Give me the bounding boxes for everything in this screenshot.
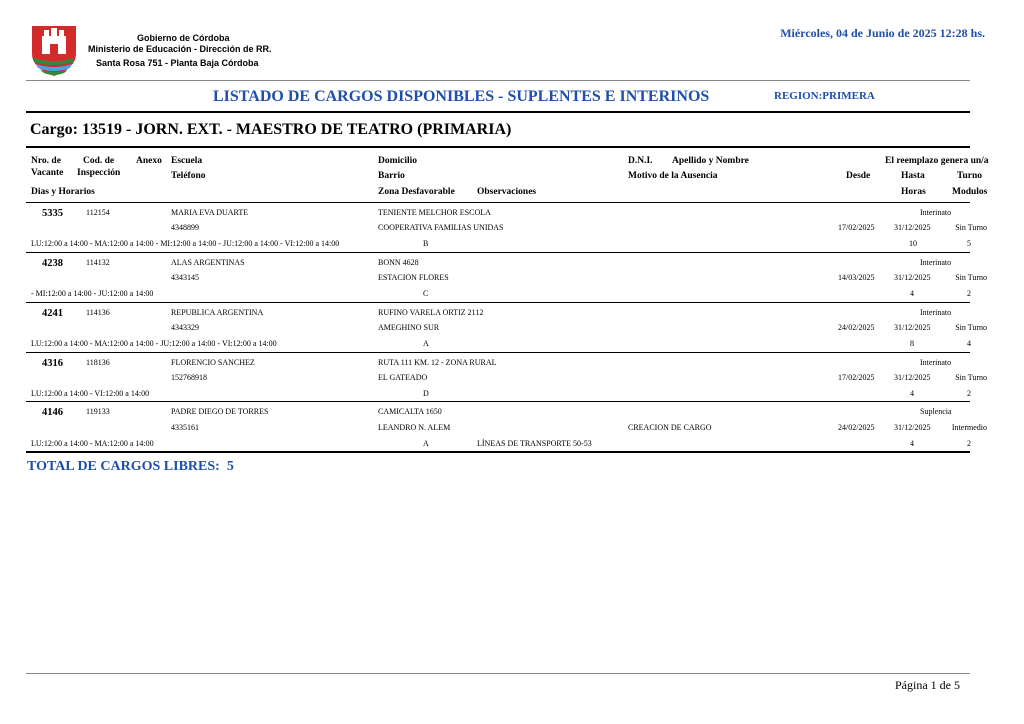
tipo-reemplazo: Suplencia <box>920 407 952 416</box>
escuela-name: ALAS ARGENTINAS <box>171 258 245 267</box>
col-zona: Zona Desfavorable <box>378 187 455 197</box>
report-region: REGION:PRIMERA <box>774 90 875 102</box>
total-cargos-libres: TOTAL DE CARGOS LIBRES: 5 <box>27 459 234 474</box>
org-line-1: Gobierno de Córdoba <box>137 33 230 43</box>
col-nro-de: Nro. de <box>31 156 61 166</box>
vacante-number: 5335 <box>42 208 63 219</box>
fecha-desde: 14/03/2025 <box>838 273 875 282</box>
escuela-name: REPUBLICA ARGENTINA <box>171 308 264 317</box>
dias-horarios: LU:12:00 a 14:00 - MA:12:00 a 14:00 - MI:12:00 a 14:00 - JU:12:00 a 14:00 - VI:12:00 a 14:00 <box>31 239 340 248</box>
domicilio: RUTA 111 KM. 12 - ZONA RURAL <box>378 358 497 367</box>
col-domicilio: Domicilio <box>378 156 418 166</box>
turno: Sin Turno <box>955 223 987 232</box>
report-title: LISTADO DE CARGOS DISPONIBLES - SUPLENTES E INTERINOS <box>213 88 710 105</box>
report-datetime: Miércoles, 04 de Junio de 2025 12:28 hs. <box>780 26 985 40</box>
col-dni: D.N.I. <box>628 156 653 166</box>
domicilio: CAMICALTA 1650 <box>378 407 442 416</box>
vacante-number: 4146 <box>42 407 63 418</box>
tipo-reemplazo: Interinato <box>920 208 952 217</box>
vacante-number: 4238 <box>42 258 63 269</box>
col-hasta: Hasta <box>901 171 925 181</box>
modulos: 2 <box>967 289 971 298</box>
col-motivo: Motivo de la Ausencia <box>628 171 718 181</box>
col-dias-horarios: Dias y Horarios <box>31 187 95 197</box>
zona-desfavorable: B <box>423 239 429 248</box>
tipo-reemplazo: Interinato <box>920 258 952 267</box>
escuela-telefono: 4343329 <box>171 323 199 332</box>
fecha-hasta: 31/12/2025 <box>894 323 931 332</box>
escuela-telefono: 4343145 <box>171 273 199 282</box>
inspeccion-code: 118136 <box>86 358 110 367</box>
barrio: LEANDRO N. ALEM <box>378 423 451 432</box>
col-barrio: Barrio <box>378 171 405 181</box>
gobierno-cordoba-logo <box>28 24 80 78</box>
tipo-reemplazo: Interinato <box>920 308 952 317</box>
inspeccion-code: 119133 <box>86 407 110 416</box>
col-anexo: Anexo <box>136 156 162 166</box>
fecha-desde: 17/02/2025 <box>838 373 875 382</box>
inspeccion-code: 114132 <box>86 258 110 267</box>
page-number: Página 1 de 5 <box>895 678 960 692</box>
col-apellido: Apellido y Nombre <box>672 156 749 166</box>
fecha-hasta: 31/12/2025 <box>894 223 931 232</box>
fecha-desde: 24/02/2025 <box>838 423 875 432</box>
row-divider <box>26 352 970 353</box>
inspeccion-code: 114136 <box>86 308 110 317</box>
barrio: EL GATEADO <box>378 373 428 382</box>
row-divider <box>26 401 970 402</box>
modulos: 5 <box>967 239 971 248</box>
fecha-hasta: 31/12/2025 <box>894 273 931 282</box>
cargo-divider <box>26 146 970 148</box>
col-reemplazo: El reemplazo genera un/a <box>885 156 989 166</box>
header-row-divider <box>26 202 970 203</box>
domicilio: BONN 4628 <box>378 258 419 267</box>
col-horas: Horas <box>901 187 926 197</box>
horas: 8 <box>910 339 914 348</box>
fecha-desde: 24/02/2025 <box>838 323 875 332</box>
zona-desfavorable: A <box>423 439 429 448</box>
zona-desfavorable: A <box>423 339 429 348</box>
col-vacante: Vacante <box>31 168 64 178</box>
modulos: 2 <box>967 439 971 448</box>
turno: Sin Turno <box>955 273 987 282</box>
escuela-telefono: 152768918 <box>171 373 207 382</box>
col-turno: Turno <box>957 171 982 181</box>
horas: 4 <box>910 439 914 448</box>
escuela-name: PADRE DIEGO DE TORRES <box>171 407 269 416</box>
horas: 4 <box>910 289 914 298</box>
escuela-telefono: 4335161 <box>171 423 199 432</box>
turno: Sin Turno <box>955 323 987 332</box>
zona-desfavorable: C <box>423 289 429 298</box>
zona-desfavorable: D <box>423 389 429 398</box>
header-divider <box>26 80 970 81</box>
col-modulos: Modulos <box>952 187 988 197</box>
domicilio: TENIENTE MELCHOR ESCOLA <box>378 208 491 217</box>
vacante-number: 4241 <box>42 308 63 319</box>
title-divider <box>26 111 970 113</box>
escuela-telefono: 4348899 <box>171 223 199 232</box>
escuela-name: MARIA EVA DUARTE <box>171 208 249 217</box>
domicilio: RUFINO VARELA ORTIZ 2112 <box>378 308 484 317</box>
row-divider <box>26 252 970 253</box>
barrio: ESTACION FLORES <box>378 273 449 282</box>
tipo-reemplazo: Interinato <box>920 358 952 367</box>
fecha-desde: 17/02/2025 <box>838 223 875 232</box>
fecha-hasta: 31/12/2025 <box>894 423 931 432</box>
row-divider <box>26 302 970 303</box>
modulos: 4 <box>967 339 971 348</box>
col-desde: Desde <box>846 171 871 181</box>
col-telefono: Teléfono <box>171 171 206 181</box>
dias-horarios: - MI:12:00 a 14:00 - JU:12:00 a 14:00 <box>31 289 154 298</box>
horas: 4 <box>910 389 914 398</box>
modulos: 2 <box>967 389 971 398</box>
turno: Intermedio <box>951 423 987 432</box>
col-escuela: Escuela <box>171 156 203 166</box>
dias-horarios: LU:12:00 a 14:00 - VI:12:00 a 14:00 <box>31 389 150 398</box>
inspeccion-code: 112154 <box>86 208 110 217</box>
table-bottom-divider <box>26 451 970 453</box>
dias-horarios: LU:12:00 a 14:00 - MA:12:00 a 14:00 <box>31 439 154 448</box>
turno: Sin Turno <box>955 373 987 382</box>
vacante-number: 4316 <box>42 358 63 369</box>
cargo-heading: Cargo: 13519 - JORN. EXT. - MAESTRO DE TEATRO (PRIMARIA) <box>30 121 512 138</box>
barrio: COOPERATIVA FAMILIAS UNIDAS <box>378 223 504 232</box>
org-line-2: Ministerio de Educación - Dirección de RR. <box>88 44 272 54</box>
horas: 10 <box>909 239 917 248</box>
motivo-ausencia: CREACION DE CARGO <box>628 423 712 432</box>
barrio: AMEGHINO SUR <box>378 323 440 332</box>
footer-divider <box>26 673 970 674</box>
dias-horarios: LU:12:00 a 14:00 - MA:12:00 a 14:00 - JU:12:00 a 14:00 - VI:12:00 a 14:00 <box>31 339 277 348</box>
col-observaciones: Observaciones <box>477 187 537 197</box>
col-inspeccion: Inspección <box>77 168 121 178</box>
org-line-3: Santa Rosa 751 - Planta Baja Córdoba <box>96 58 259 68</box>
escuela-name: FLORENCIO SANCHEZ <box>171 358 255 367</box>
observaciones: LÍNEAS DE TRANSPORTE 50-53 <box>477 439 592 448</box>
col-cod-de: Cod. de <box>83 156 115 166</box>
fecha-hasta: 31/12/2025 <box>894 373 931 382</box>
